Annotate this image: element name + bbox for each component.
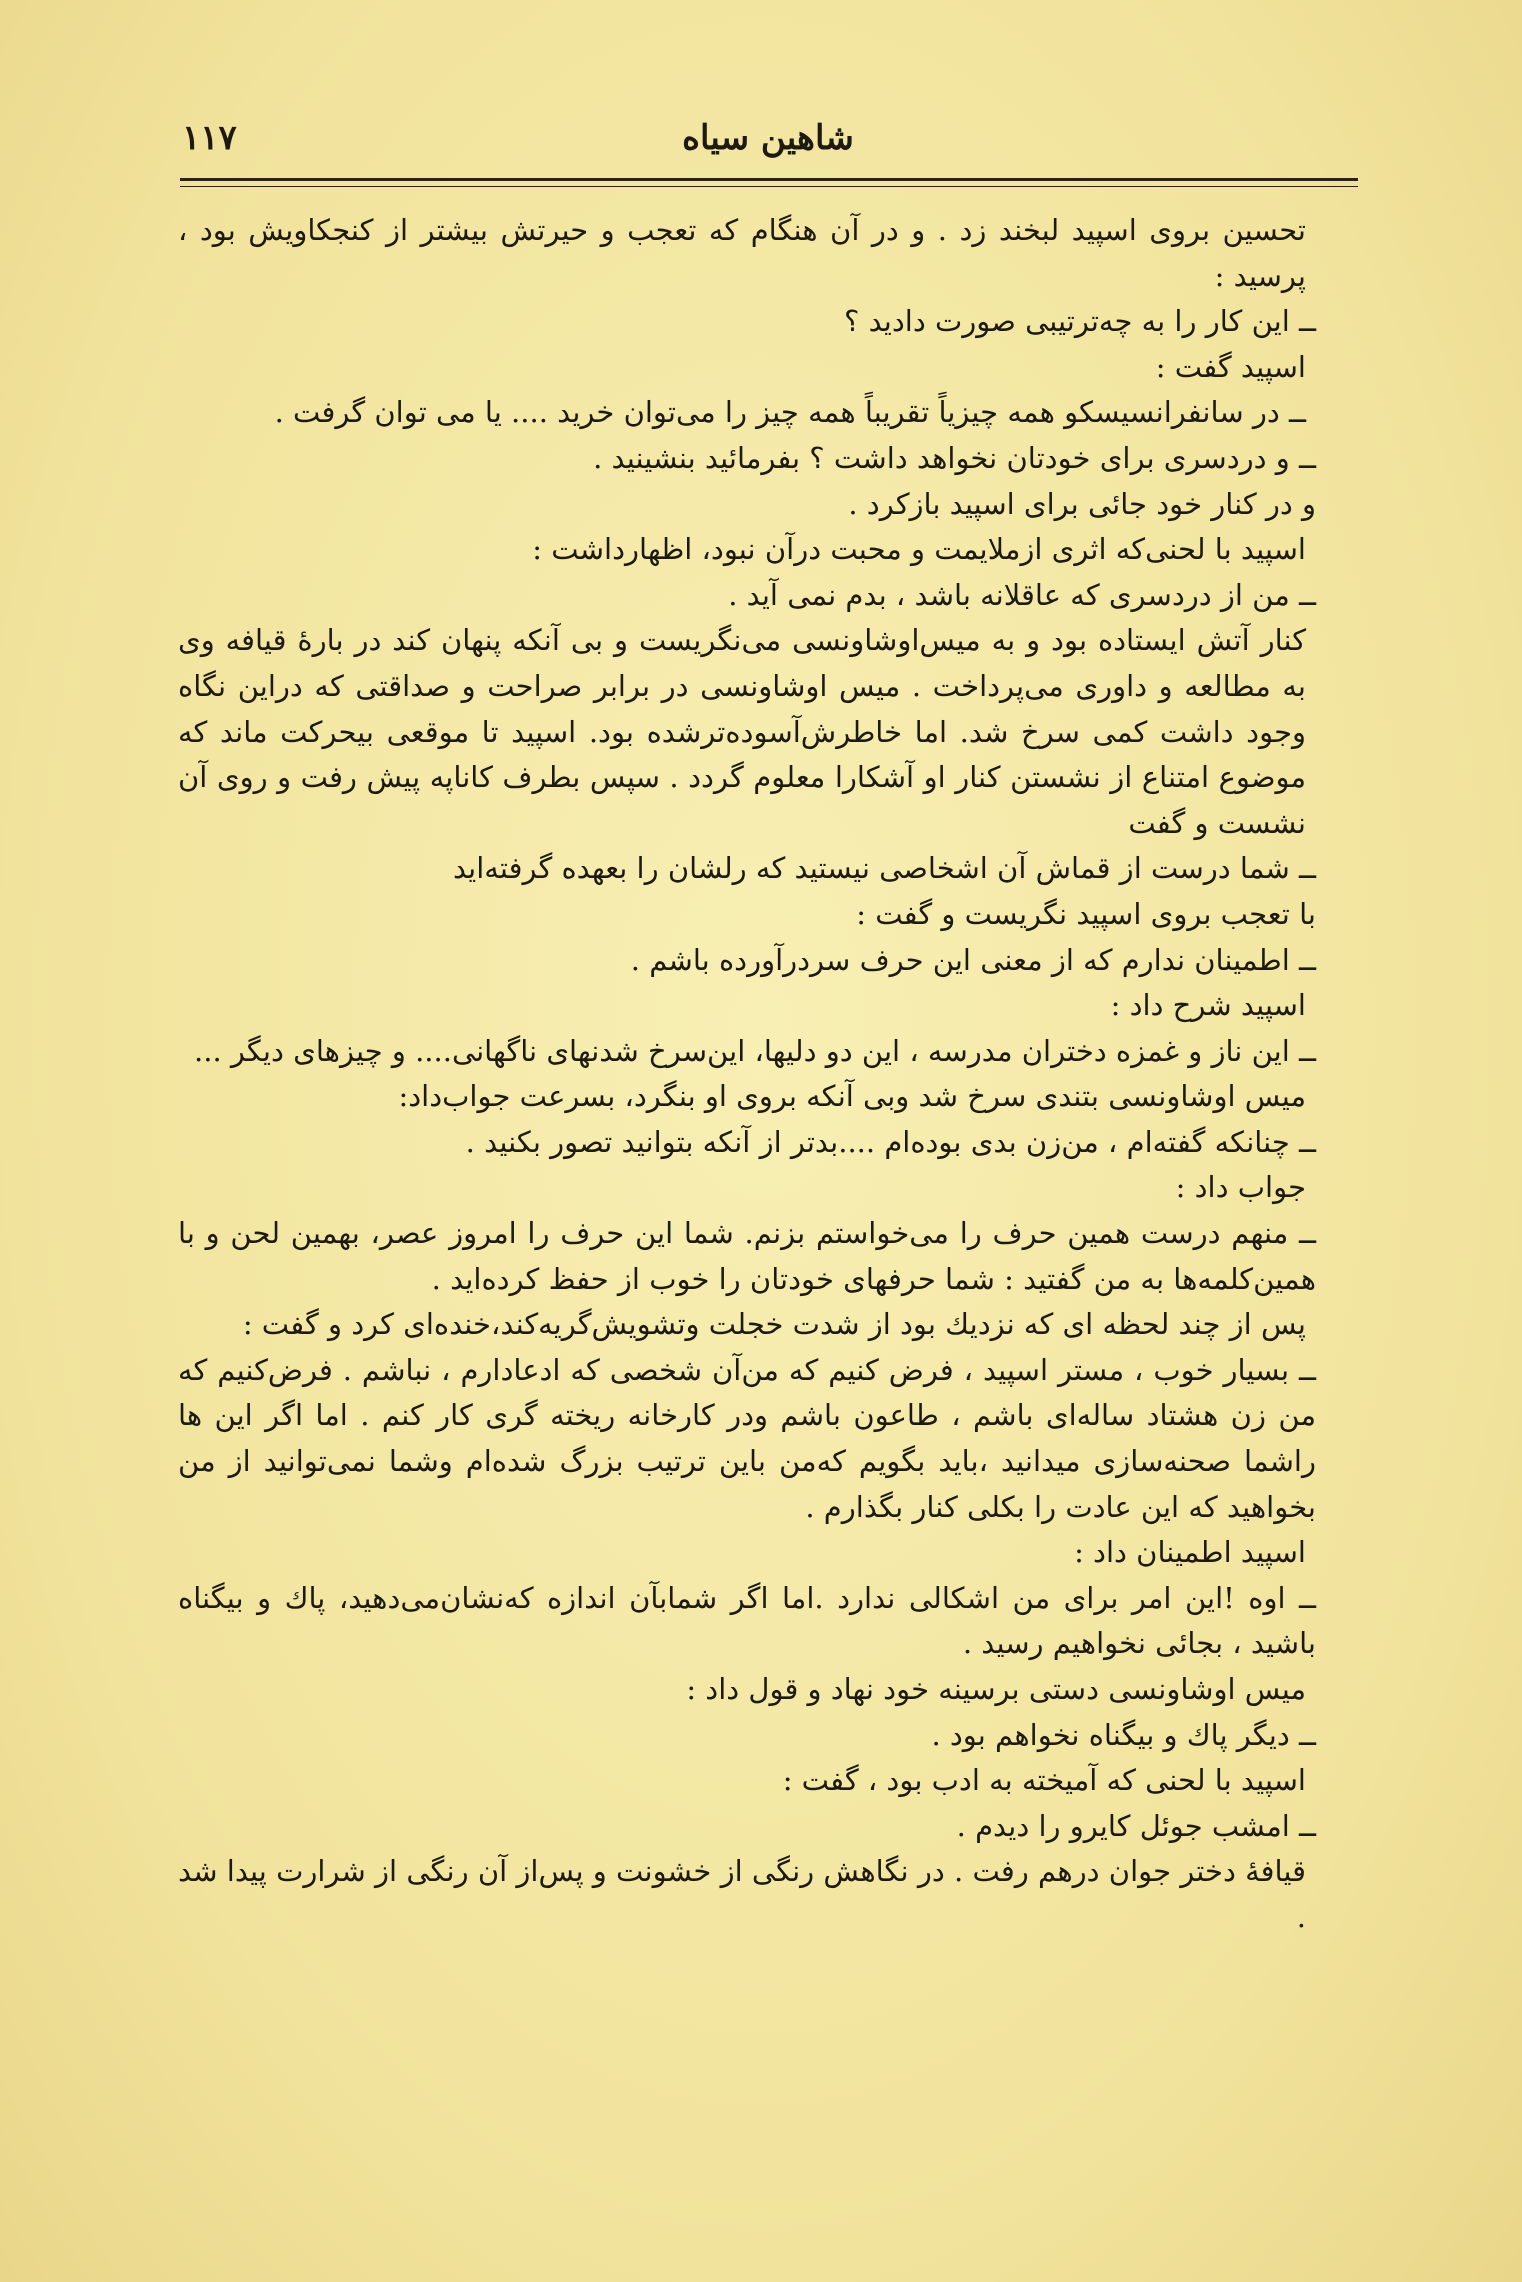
paragraph: پس از چند لحظه ای که نزدیك بود از شدت خجلت وتشویش‌گریه‌کند،خنده‌ای کرد و گفت : bbox=[242, 1307, 1306, 1342]
paragraph: اسپید اطمینان داد : bbox=[1074, 1535, 1306, 1570]
paragraph: ــ امشب جوئل کایرو را دیدم . bbox=[956, 1808, 1316, 1843]
body-text bbox=[178, 208, 1358, 1941]
paragraph: ــ من از دردسری که عاقلانه باشد ، بدم نمی آید . bbox=[728, 577, 1316, 612]
paragraph: ــ شما درست از قماش آن اشخاصی نیستید که رلشان را بعهده گرفته‌اید bbox=[452, 851, 1316, 886]
page-header bbox=[178, 112, 1358, 178]
paragraph: قیافهٔ دختر جوان درهم رفت . در نگاهش رنگی از خشونت و پس‌از آن رنگی از شرارت پیدا شد . bbox=[178, 1854, 1306, 1934]
paragraph: ــ اطمینان ندارم که از معنی این حرف سردرآورده باشم . bbox=[630, 942, 1316, 977]
paragraph: ــ این کار را به چه‌ترتیبی صورت دادید ؟ bbox=[843, 304, 1316, 339]
paragraph: میس اوشاونسی دستی برسینه خود نهاد و قول داد : bbox=[686, 1672, 1306, 1706]
paragraph: ــ چنانکه گفته‌ام ، من‌زن بدی بوده‌ام ....بدتر از آنکه بتوانید تصور بکنید . bbox=[465, 1124, 1316, 1159]
paragraph: ــ بسیار خوب ، مستر اسپید ، فرض کنیم که من‌آن شخصی که ادعادارم ، نباشم . فرض‌کنیم که من زن هشتاد ساله‌ای باشم ، طاعون باشم ودر کارخانه ریخته گری کار کنم . اما اگر این ها راشما صحنه‌سازی میدانید ،باید بگویم که‌من باین ترتیب بزرگ شده‌ام وشما نمی‌توانید از من بخواهید که این عادت را بکلی کنار بگذارم . bbox=[178, 1352, 1316, 1524]
paragraph: اسپید گفت : bbox=[1155, 349, 1306, 384]
paragraph: ــ منهم درست همین حرف را می‌خواستم بزنم. شما این حرف را امروز عصر، بهمین لحن و با همین‌کلمه‌ها به من گفتید : شما حرفهای خودتان را خوب از حفظ کرده‌اید . bbox=[178, 1216, 1316, 1296]
paragraph: کنار آتش ایستاده بود و به میس‌اوشاونسی می‌نگریست و بی آنکه پنهان کند در بارهٔ قیافه وی به مطالعه و داوری می‌پرداخت . میس اوشاونسی در برابر صراحت و صداقتی که دراین نگاه وجود داشت کمی سرخ شد. اما خاطرش‌آسوده‌ترشده بود. اسپید تا موقعی بیحرکت ماند که موضوع امتناع از نشستن کنار او آشکارا معلوم گردد . سپس بطرف کاناپه پیش رفت و روی آن نشست و گفت bbox=[178, 623, 1306, 840]
paragraph: ــ اوه !این امر برای من اشکالی ندارد .اما اگر شمابآن اندازه که‌نشان‌می‌دهید، پاك و بیگناه باشید ، بجائی نخواهیم رسید . bbox=[178, 1580, 1316, 1661]
paragraph: اسپید با لحنی‌که اثری ازملایمت و محبت درآن نبود، اظهارداشت : bbox=[532, 532, 1306, 567]
paragraph: ــ دیگر پاك و بیگناه نخواهم بود . bbox=[931, 1717, 1316, 1752]
paragraph: اسپید شرح داد : bbox=[1110, 988, 1306, 1023]
paragraph: ــ و دردسری برای خودتان نخواهد داشت ؟ بفرمائید بنشینید . bbox=[593, 440, 1316, 475]
header-rule-thick bbox=[180, 178, 1358, 181]
header-rule-thin bbox=[180, 186, 1358, 187]
paragraph: میس اوشاونسی بتندی سرخ شد وبی آنکه بروی او بنگرد، بسرعت جواب‌داد: bbox=[398, 1079, 1306, 1114]
page-number: ۱۱۷ bbox=[182, 118, 237, 158]
paragraph: ــ در سانفرانسیسکو همه چیزیاً تقریباً همه چیز را می‌توان خرید .... یا می توان گرفت . bbox=[274, 395, 1306, 430]
paragraph: اسپید با لحنی که آمیخته به ادب بود ، گفت : bbox=[782, 1763, 1306, 1798]
paragraph: جواب داد : bbox=[1175, 1170, 1306, 1205]
paragraph: و در کنار خود جائی برای اسپید بازکرد . bbox=[848, 486, 1316, 521]
running-title: شاهین سیاه bbox=[682, 118, 854, 158]
paragraph: ــ این ناز و غمزه دختران مدرسه ، این دو دلیها، این‌سرخ شدنهای ناگهانی.... و چیزهای دیگر ... bbox=[194, 1033, 1316, 1068]
paragraph: با تعجب بروی اسپید نگریست و گفت : bbox=[856, 896, 1316, 931]
paragraph: تحسین بروی اسپید لبخند زد . و در آن هنگام که تعجب و حیرتش بیشتر از کنجکاویش بود ، پرسید : bbox=[178, 213, 1306, 293]
